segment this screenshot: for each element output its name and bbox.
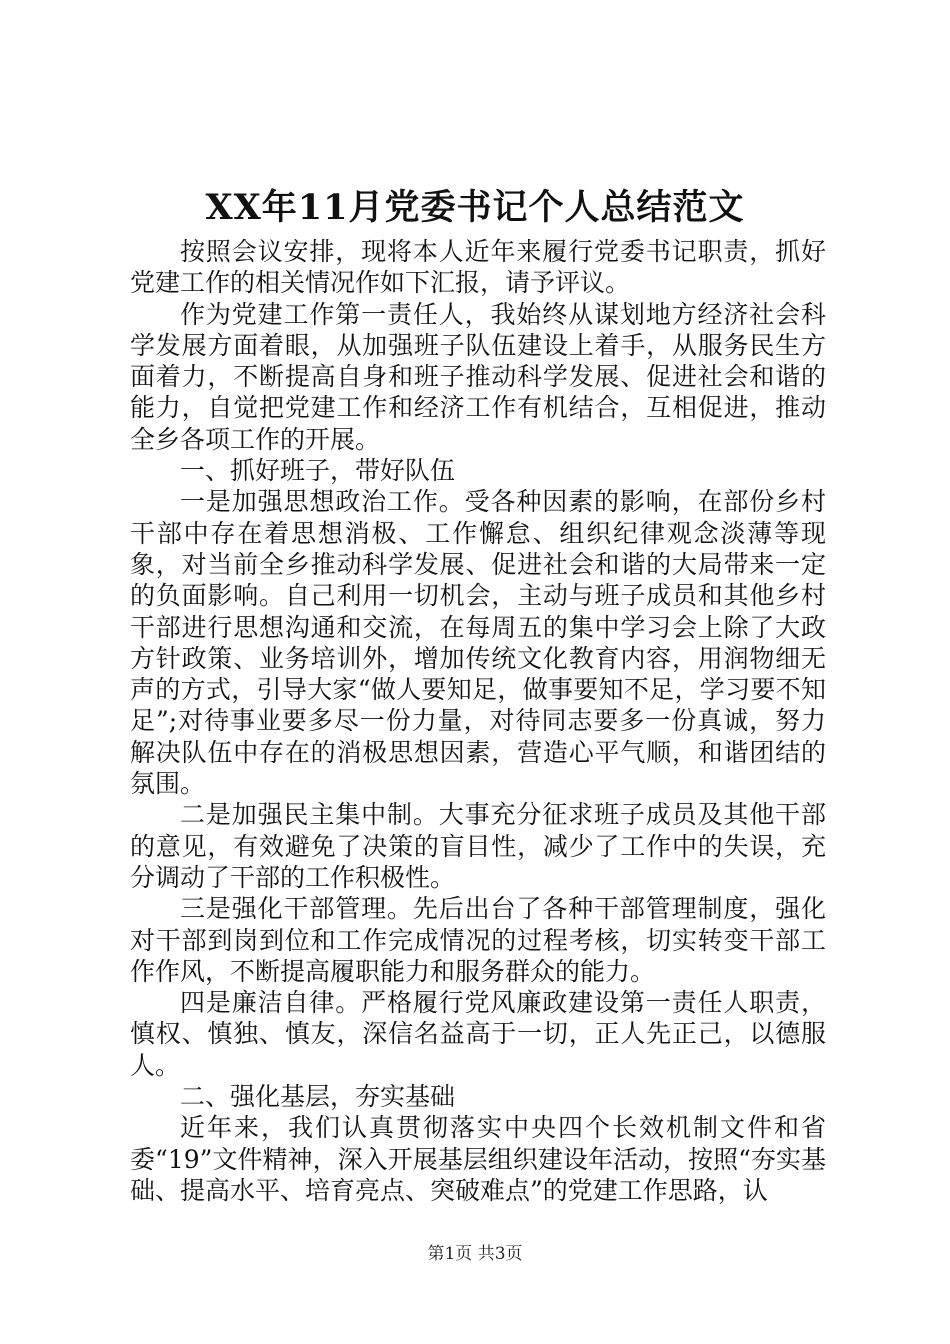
document-title: XX年11月党委书记个人总结范文 xyxy=(205,187,745,228)
paragraph: 作为党建工作第一责任人，我始终从谋划地方经济社会科学发展方面着眼，从加强班子队伍建设上着手，从服务民生方面着力，不断提高自身和班子推动科学发展、促进社会和谐的能力，自觉把党建工作和经济工作有机结合，互相促进，推动全乡各项工作的开展。 xyxy=(130,299,826,454)
document-body xyxy=(130,236,826,1206)
paragraph: 一是加强思想政治工作。受各种因素的影响，在部份乡村干部中存在着思想消极、工作懈怠、组织纪律观念淡薄等现象，对当前全乡推动科学发展、促进社会和谐的大局带来一定的负面影响。自己利用一切机会，主动与班子成员和其他乡村干部进行思想沟通和交流，在每周五的集中学习会上除了大政方针政策、业务培训外，增加传统文化教育内容，用润物细无声的方式，引导大家“做人要知足，做事要知不足，学习要不知足”;对待事业要多尽一份力量，对待同志要多一份真诚，努力解决队伍中存在的消极思想因素，营造心平气顺，和谐团结的氛围。 xyxy=(130,487,826,799)
paragraph: 二是加强民主集中制。大事充分征求班子成员及其他干部的意见，有效避免了决策的盲目性，减少了工作中的失误，充分调动了干部的工作积极性。 xyxy=(130,800,826,892)
page-number-footer: 第1页 共3页 xyxy=(427,1244,523,1264)
section-heading: 一、抓好班子，带好队伍 xyxy=(180,456,456,486)
section-heading: 二、强化基层，夯实基础 xyxy=(180,1082,456,1112)
paragraph: 四是廉洁自律。严格履行党风廉政建设第一责任人职责，慎权、慎独、慎友，深信名益高于一切，正人先正己，以德服人。 xyxy=(130,988,826,1080)
paragraph: 近年来，我们认真贯彻落实中央四个长效机制文件和省委“19”文件精神，深入开展基层组织建设年活动，按照“夯实基础、提高水平、培育亮点、突破难点”的党建工作思路，认 xyxy=(130,1113,826,1205)
paragraph: 三是强化干部管理。先后出台了各种干部管理制度，强化对干部到岗到位和工作完成情况的过程考核，切实转变干部工作作风，不断提高履职能力和服务群众的能力。 xyxy=(130,894,826,986)
paragraph: 按照会议安排，现将本人近年来履行党委书记职责，抓好党建工作的相关情况作如下汇报，请予评议。 xyxy=(130,237,826,298)
